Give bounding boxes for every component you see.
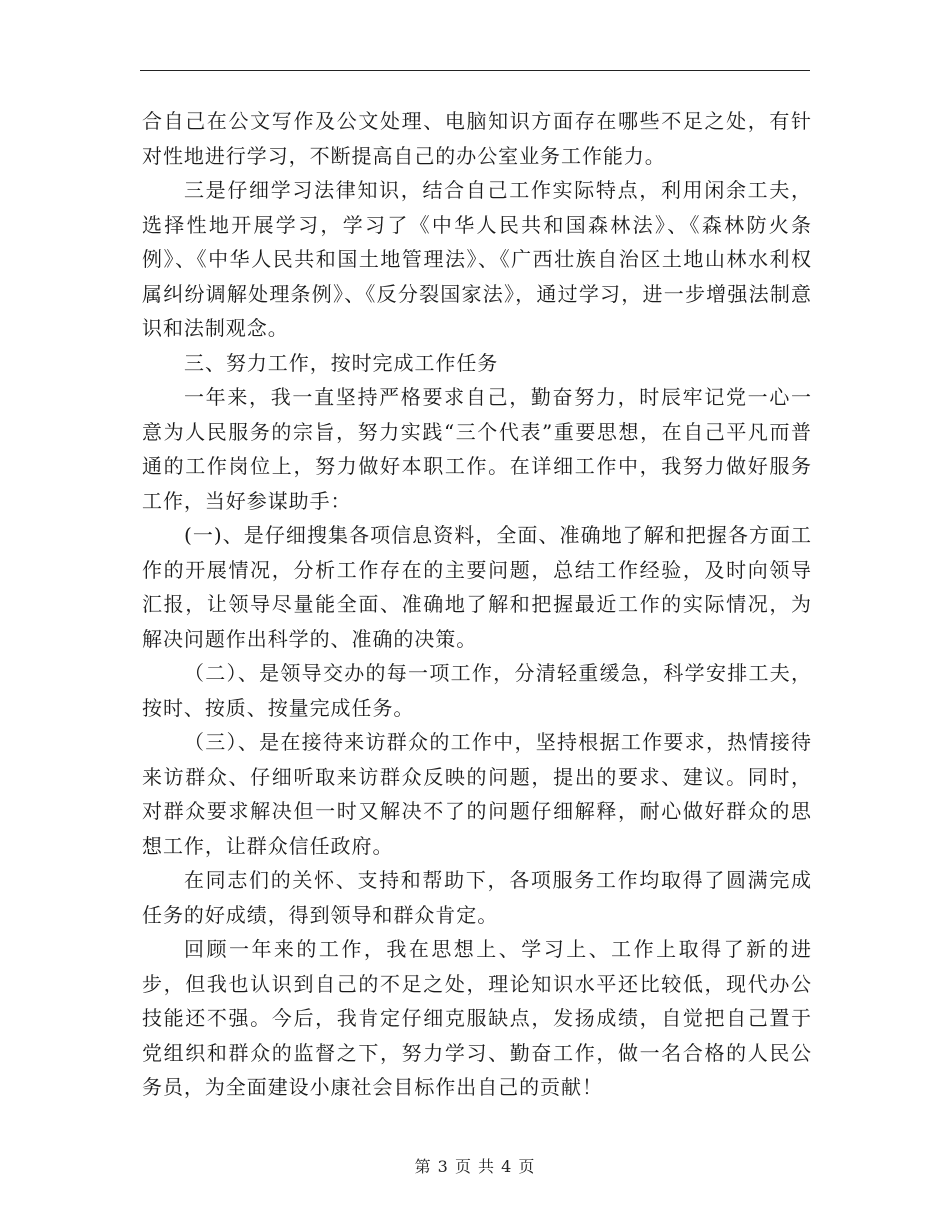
paragraph-1: 合自己在公文写作及公文处理、电脑知识方面存在哪些不足之处，有针对性地进行学习，不断提高自己的办公室业务工作能力。 (142, 109, 812, 168)
paragraph-5: （二）、是领导交办的每一项工作，分清轻重缓急，科学安排工夫，按时、按质、按量完成任务。 (142, 661, 812, 720)
page-number-footer: 第 3 页 共 4 页 (414, 1157, 536, 1176)
paragraph-8: 回顾一年来的工作，我在思想上、学习上、工作上取得了新的进步，但我也认识到自己的不足之处，理论知识水平还比较低，现代办公技能还不强。今后，我肯定仔细克服缺点，发扬成绩，自觉把自己置于党组织和群众的监督之下，努力学习、勤奋工作，做一名合格的人民公务员，为全面建设小康社会目标作出自己的贡献！ (142, 937, 812, 1099)
paragraph-4: (一)、是仔细搜集各项信息资料，全面、准确地了解和把握各方面工作的开展情况，分析工作存在的主要问题，总结工作经验，及时向领导汇报，让领导尽量能全面、准确地了解和把握最近工作的实际情况，为解决问题作出科学的、准确的决策。 (142, 523, 812, 651)
section-heading: 三、努力工作，按时完成工作任务 (184, 350, 499, 375)
paragraph-3: 一年来，我一直坚持严格要求自己，勤奋努力，时辰牢记党一心一意为人民服务的宗旨，努力实践“三个代表”重要思想，在自己平凡而普通的工作岗位上，努力做好本职工作。在详细工作中，我努力做好服务工作，当好参谋助手： (142, 385, 812, 513)
header-rule (140, 70, 810, 71)
paragraph-2: 三是仔细学习法律知识，结合自己工作实际特点，利用闲余工夫，选择性地开展学习，学习了《中华人民共和国森林法》、《森林防火条例》、《中华人民共和国土地管理法》、《广西壮族自治区土地山林水利权属纠纷调解处理条例》、《反分裂国家法》，通过学习，进一步增强法制意识和法制观念。 (142, 178, 812, 340)
paragraph-7: 在同志们的关怀、支持和帮助下，各项服务工作均取得了圆满完成任务的好成绩，得到领导和群众肯定。 (142, 868, 812, 927)
paragraph-6: （三）、是在接待来访群众的工作中，坚持根据工作要求，热情接待来访群众、仔细听取来访群众反映的问题，提出的要求、建议。同时，对群众要求解决但一时又解决不了的问题仔细解释，耐心做好群众的思想工作，让群众信任政府。 (142, 730, 812, 858)
document-body (142, 104, 812, 1105)
